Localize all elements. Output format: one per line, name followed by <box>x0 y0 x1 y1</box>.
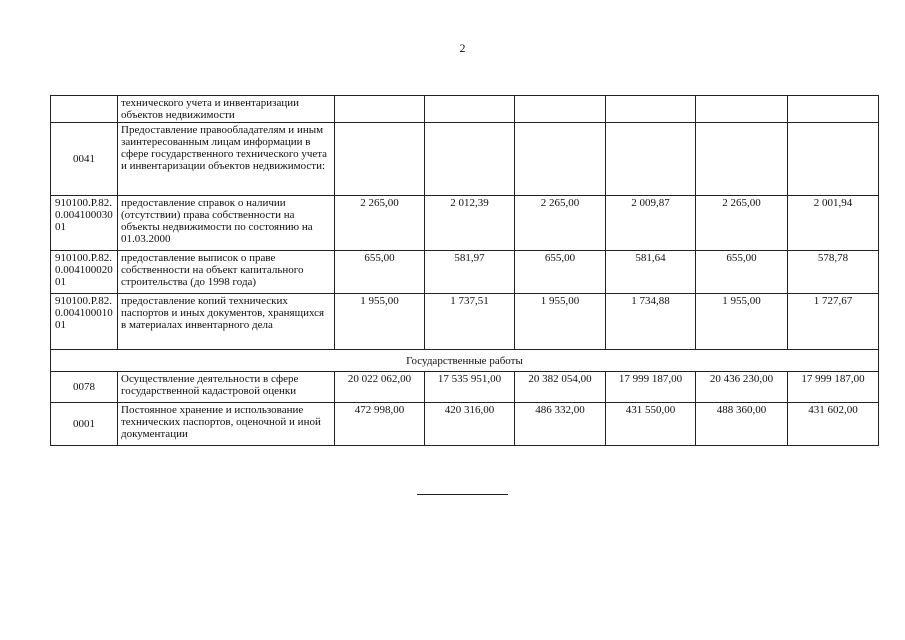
row-description: Предоставление правообладателям и иным заинтересованным лицам информации в сфере государственного технического учета и инвентаризации объектов недвижимости: <box>118 123 335 196</box>
row-description: технического учета и инвентаризации объектов недвижимости <box>118 96 335 123</box>
row-value: 20 022 062,00 <box>335 372 425 403</box>
row-value <box>425 96 515 123</box>
row-value <box>696 96 788 123</box>
row-value <box>335 96 425 123</box>
budget-table <box>50 95 879 446</box>
row-value: 1 955,00 <box>515 294 606 350</box>
row-value: 655,00 <box>335 251 425 294</box>
row-value: 1 734,88 <box>606 294 696 350</box>
row-code: 910100.Р.82.0.00410002001 <box>51 251 118 294</box>
table-row <box>51 403 879 446</box>
row-value <box>696 123 788 196</box>
row-value <box>335 123 425 196</box>
row-code: 0078 <box>51 372 118 403</box>
row-value: 420 316,00 <box>425 403 515 446</box>
page-number: 2 <box>459 41 466 55</box>
row-value: 486 332,00 <box>515 403 606 446</box>
row-description: предоставление выписок о праве собственности на объект капитального строительства (до 1998 года) <box>118 251 335 294</box>
table-row <box>51 294 879 350</box>
row-value: 655,00 <box>515 251 606 294</box>
row-value: 2 009,87 <box>606 196 696 251</box>
row-value: 581,97 <box>425 251 515 294</box>
row-value <box>515 123 606 196</box>
row-value: 1 737,51 <box>425 294 515 350</box>
row-value: 2 012,39 <box>425 196 515 251</box>
row-code: 0041 <box>51 123 118 196</box>
row-description: Постоянное хранение и использование технических паспортов, оценочной и иной документации <box>118 403 335 446</box>
table-row <box>51 96 879 123</box>
row-value: 17 999 187,00 <box>606 372 696 403</box>
footer-divider <box>417 494 508 495</box>
row-code: 910100.Р.82.0.00410001001 <box>51 294 118 350</box>
row-value <box>606 96 696 123</box>
row-value: 581,64 <box>606 251 696 294</box>
row-value <box>515 96 606 123</box>
row-value <box>606 123 696 196</box>
row-value: 578,78 <box>788 251 879 294</box>
row-value <box>425 123 515 196</box>
section-title: Государственные работы <box>51 350 879 372</box>
row-description: предоставление копий технических паспортов и иных документов, хранящихся в материалах инвентарного дела <box>118 294 335 350</box>
row-code: 910100.Р.82.0.00410003001 <box>51 196 118 251</box>
row-value <box>788 96 879 123</box>
row-value: 2 001,94 <box>788 196 879 251</box>
row-value: 1 955,00 <box>696 294 788 350</box>
row-value: 431 550,00 <box>606 403 696 446</box>
row-description: Осуществление деятельности в сфере государственной кадастровой оценки <box>118 372 335 403</box>
row-code: 0001 <box>51 403 118 446</box>
row-value: 2 265,00 <box>696 196 788 251</box>
row-value <box>788 123 879 196</box>
row-value: 17 535 951,00 <box>425 372 515 403</box>
row-value: 2 265,00 <box>335 196 425 251</box>
row-value: 20 436 230,00 <box>696 372 788 403</box>
table-row <box>51 196 879 251</box>
row-value: 431 602,00 <box>788 403 879 446</box>
table-row <box>51 251 879 294</box>
table-row <box>51 372 879 403</box>
row-value: 20 382 054,00 <box>515 372 606 403</box>
row-value: 1 727,67 <box>788 294 879 350</box>
row-description: предоставление справок о наличии (отсутствии) права собственности на объекты недвижимости по состоянию на 01.03.2000 <box>118 196 335 251</box>
row-value: 2 265,00 <box>515 196 606 251</box>
section-row <box>51 350 879 372</box>
row-value: 1 955,00 <box>335 294 425 350</box>
row-code <box>51 96 118 123</box>
row-value: 17 999 187,00 <box>788 372 879 403</box>
row-value: 472 998,00 <box>335 403 425 446</box>
row-value: 488 360,00 <box>696 403 788 446</box>
row-value: 655,00 <box>696 251 788 294</box>
table-row <box>51 123 879 196</box>
